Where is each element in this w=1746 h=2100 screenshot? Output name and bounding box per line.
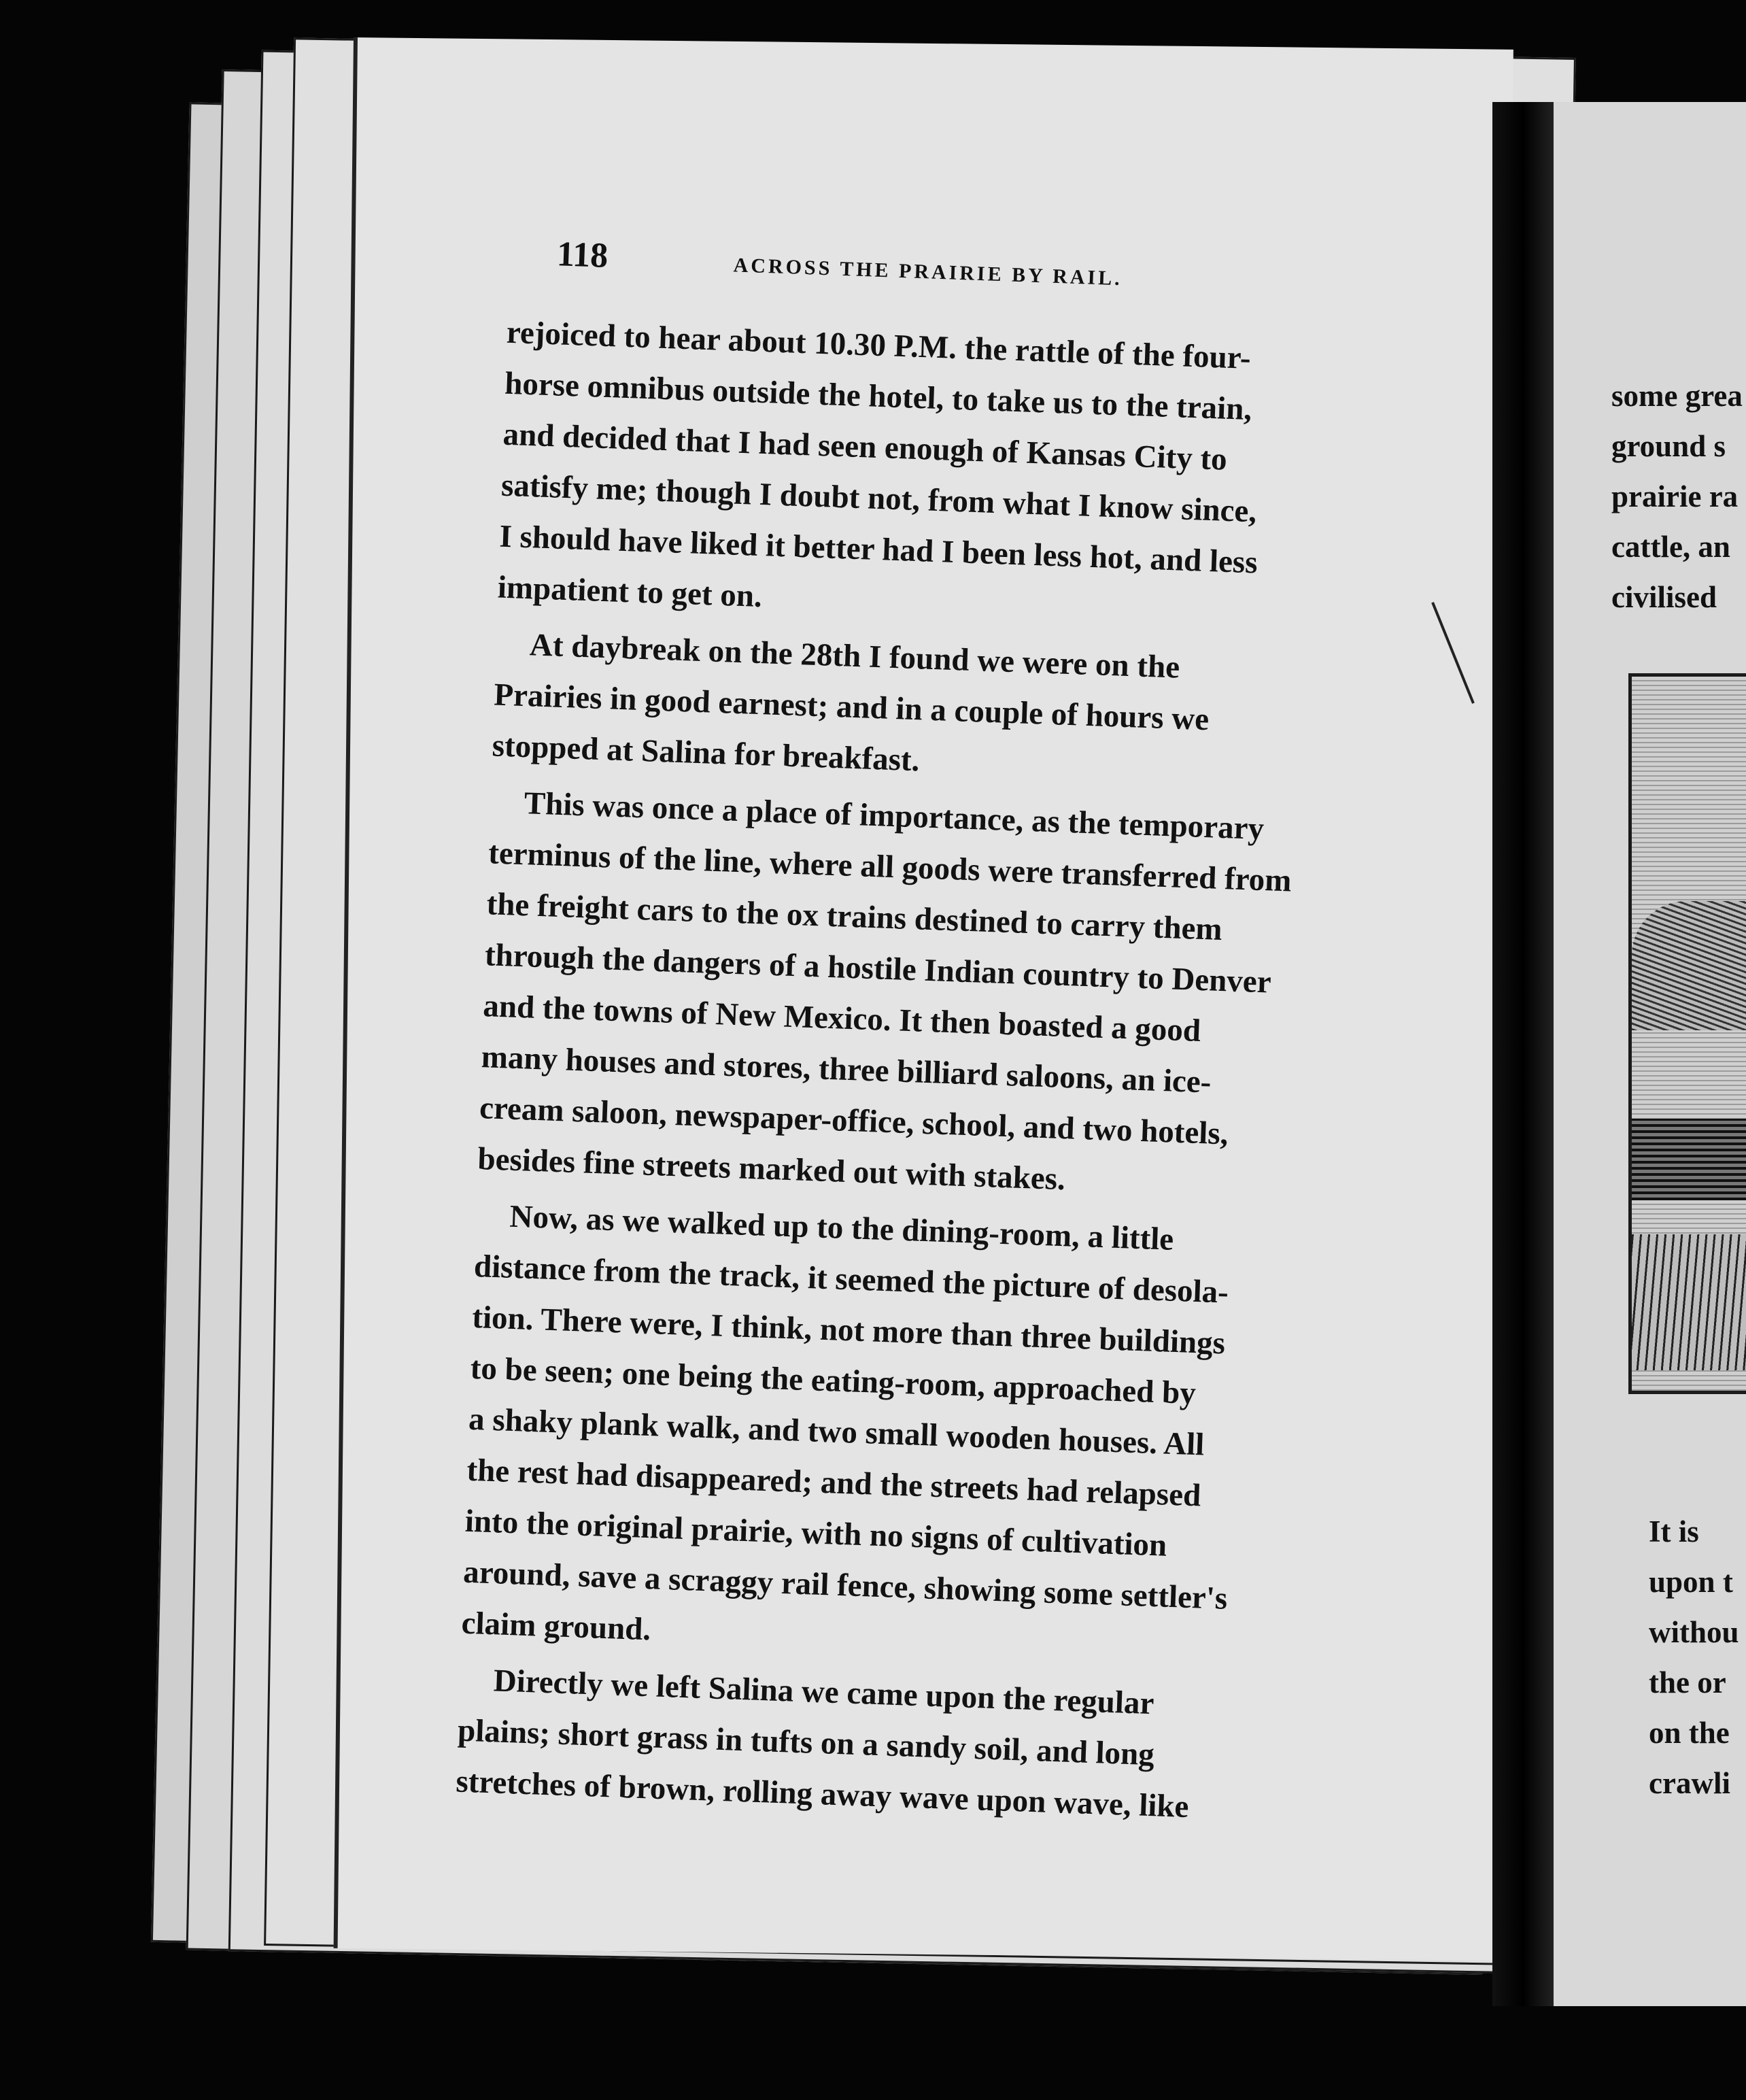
text-line: crawli <box>1649 1766 1730 1800</box>
text-line: many houses and stores, three billiard saloons, an ice- <box>480 1039 1212 1100</box>
engraving-hill <box>1632 901 1746 1030</box>
text-line: into the original prairie, with no signs of cultivation <box>464 1503 1168 1563</box>
running-head-title: ACROSS THE PRAIRIE BY RAIL. <box>733 254 1123 290</box>
text-line: satisfy me; though I doubt not, from what I know since, <box>500 467 1258 530</box>
text-line: and decided that I had seen enough of Kansas City to <box>502 416 1228 477</box>
text-line: around, save a scraggy rail fence, showing some settler's <box>462 1554 1229 1616</box>
left-page <box>334 37 1513 1961</box>
text-line: stopped at Salina for breakfast. <box>491 728 921 779</box>
engraving-grass <box>1632 1234 1746 1370</box>
text-line: on the <box>1649 1716 1730 1750</box>
text-line: This was once a place of importance, as the temporary <box>524 785 1265 847</box>
text-line: civilised <box>1611 580 1717 614</box>
text-line: At daybreak on the 28th I found we were on the <box>529 627 1180 685</box>
engraving-illustration <box>1628 673 1746 1394</box>
text-line: ground s <box>1611 429 1726 463</box>
engraving-water <box>1632 1119 1746 1200</box>
text-line: some grea <box>1611 379 1743 413</box>
text-line: impatient to get on. <box>497 569 763 615</box>
text-line: cream saloon, newspaper-office, school, and two hotels, <box>479 1090 1229 1152</box>
text-line: withou <box>1649 1615 1739 1649</box>
text-line: the or <box>1649 1665 1726 1699</box>
paragraph <box>497 307 1350 643</box>
text-line: Now, as we walked up to the dining-room, a little <box>509 1198 1175 1257</box>
page-number: 118 <box>556 235 609 275</box>
text-line: claim ground. <box>460 1605 652 1648</box>
right-page-bottom-text <box>1649 1506 1739 1808</box>
text-line: to be seen; one being the eating-room, approached by <box>469 1350 1197 1412</box>
text-line: tion. There were, I think, not more than three buildings <box>471 1299 1226 1361</box>
body-text <box>455 307 1350 1842</box>
text-line: a shaky plank walk, and two small wooden houses. All <box>468 1401 1205 1463</box>
text-line: rejoiced to hear about 10.30 P.M. the rattle of the four- <box>506 314 1252 376</box>
text-line: I should have liked it better had I been less hot, and less <box>498 518 1259 581</box>
running-head <box>556 234 1305 300</box>
text-line: besides fine streets marked out with stakes. <box>477 1141 1066 1198</box>
text-line: distance from the track, it seemed the picture of desola- <box>473 1248 1229 1310</box>
left-page-content <box>315 24 1537 1974</box>
paragraph <box>460 1190 1319 1678</box>
text-line: plains; short grass in tufts on a sandy soil, and long <box>457 1712 1155 1773</box>
text-line: stretches of brown, rolling away wave upon wave, like <box>455 1763 1190 1825</box>
text-line: cattle, an <box>1611 530 1730 564</box>
text-line: and the towns of New Mexico. It then boasted a good <box>482 988 1201 1049</box>
paragraph <box>477 777 1333 1214</box>
paragraph <box>455 1655 1303 1837</box>
text-line: Directly we left Salina we came upon the regular <box>492 1663 1155 1722</box>
text-line: terminus of the line, where all goods were transferred from <box>487 835 1293 899</box>
right-page-top-text <box>1611 371 1743 622</box>
paragraph <box>492 619 1339 801</box>
text-line: Prairies in good earnest; and in a couple of hours we <box>493 677 1210 738</box>
text-line: through the dangers of a hostile Indian country to Denver <box>484 937 1272 1000</box>
text-line: upon t <box>1649 1565 1733 1599</box>
text-line: prairie ra <box>1611 479 1739 513</box>
text-line: the freight cars to the ox trains destined to carry them <box>485 886 1223 948</box>
book-gutter <box>1492 102 1554 2006</box>
text-line: the rest had disappeared; and the streets had relapsed <box>466 1452 1202 1514</box>
right-page <box>1554 102 1746 2006</box>
text-line: horse omnibus outside the hotel, to take us to the train, <box>504 365 1253 428</box>
text-line: It is <box>1649 1514 1699 1548</box>
